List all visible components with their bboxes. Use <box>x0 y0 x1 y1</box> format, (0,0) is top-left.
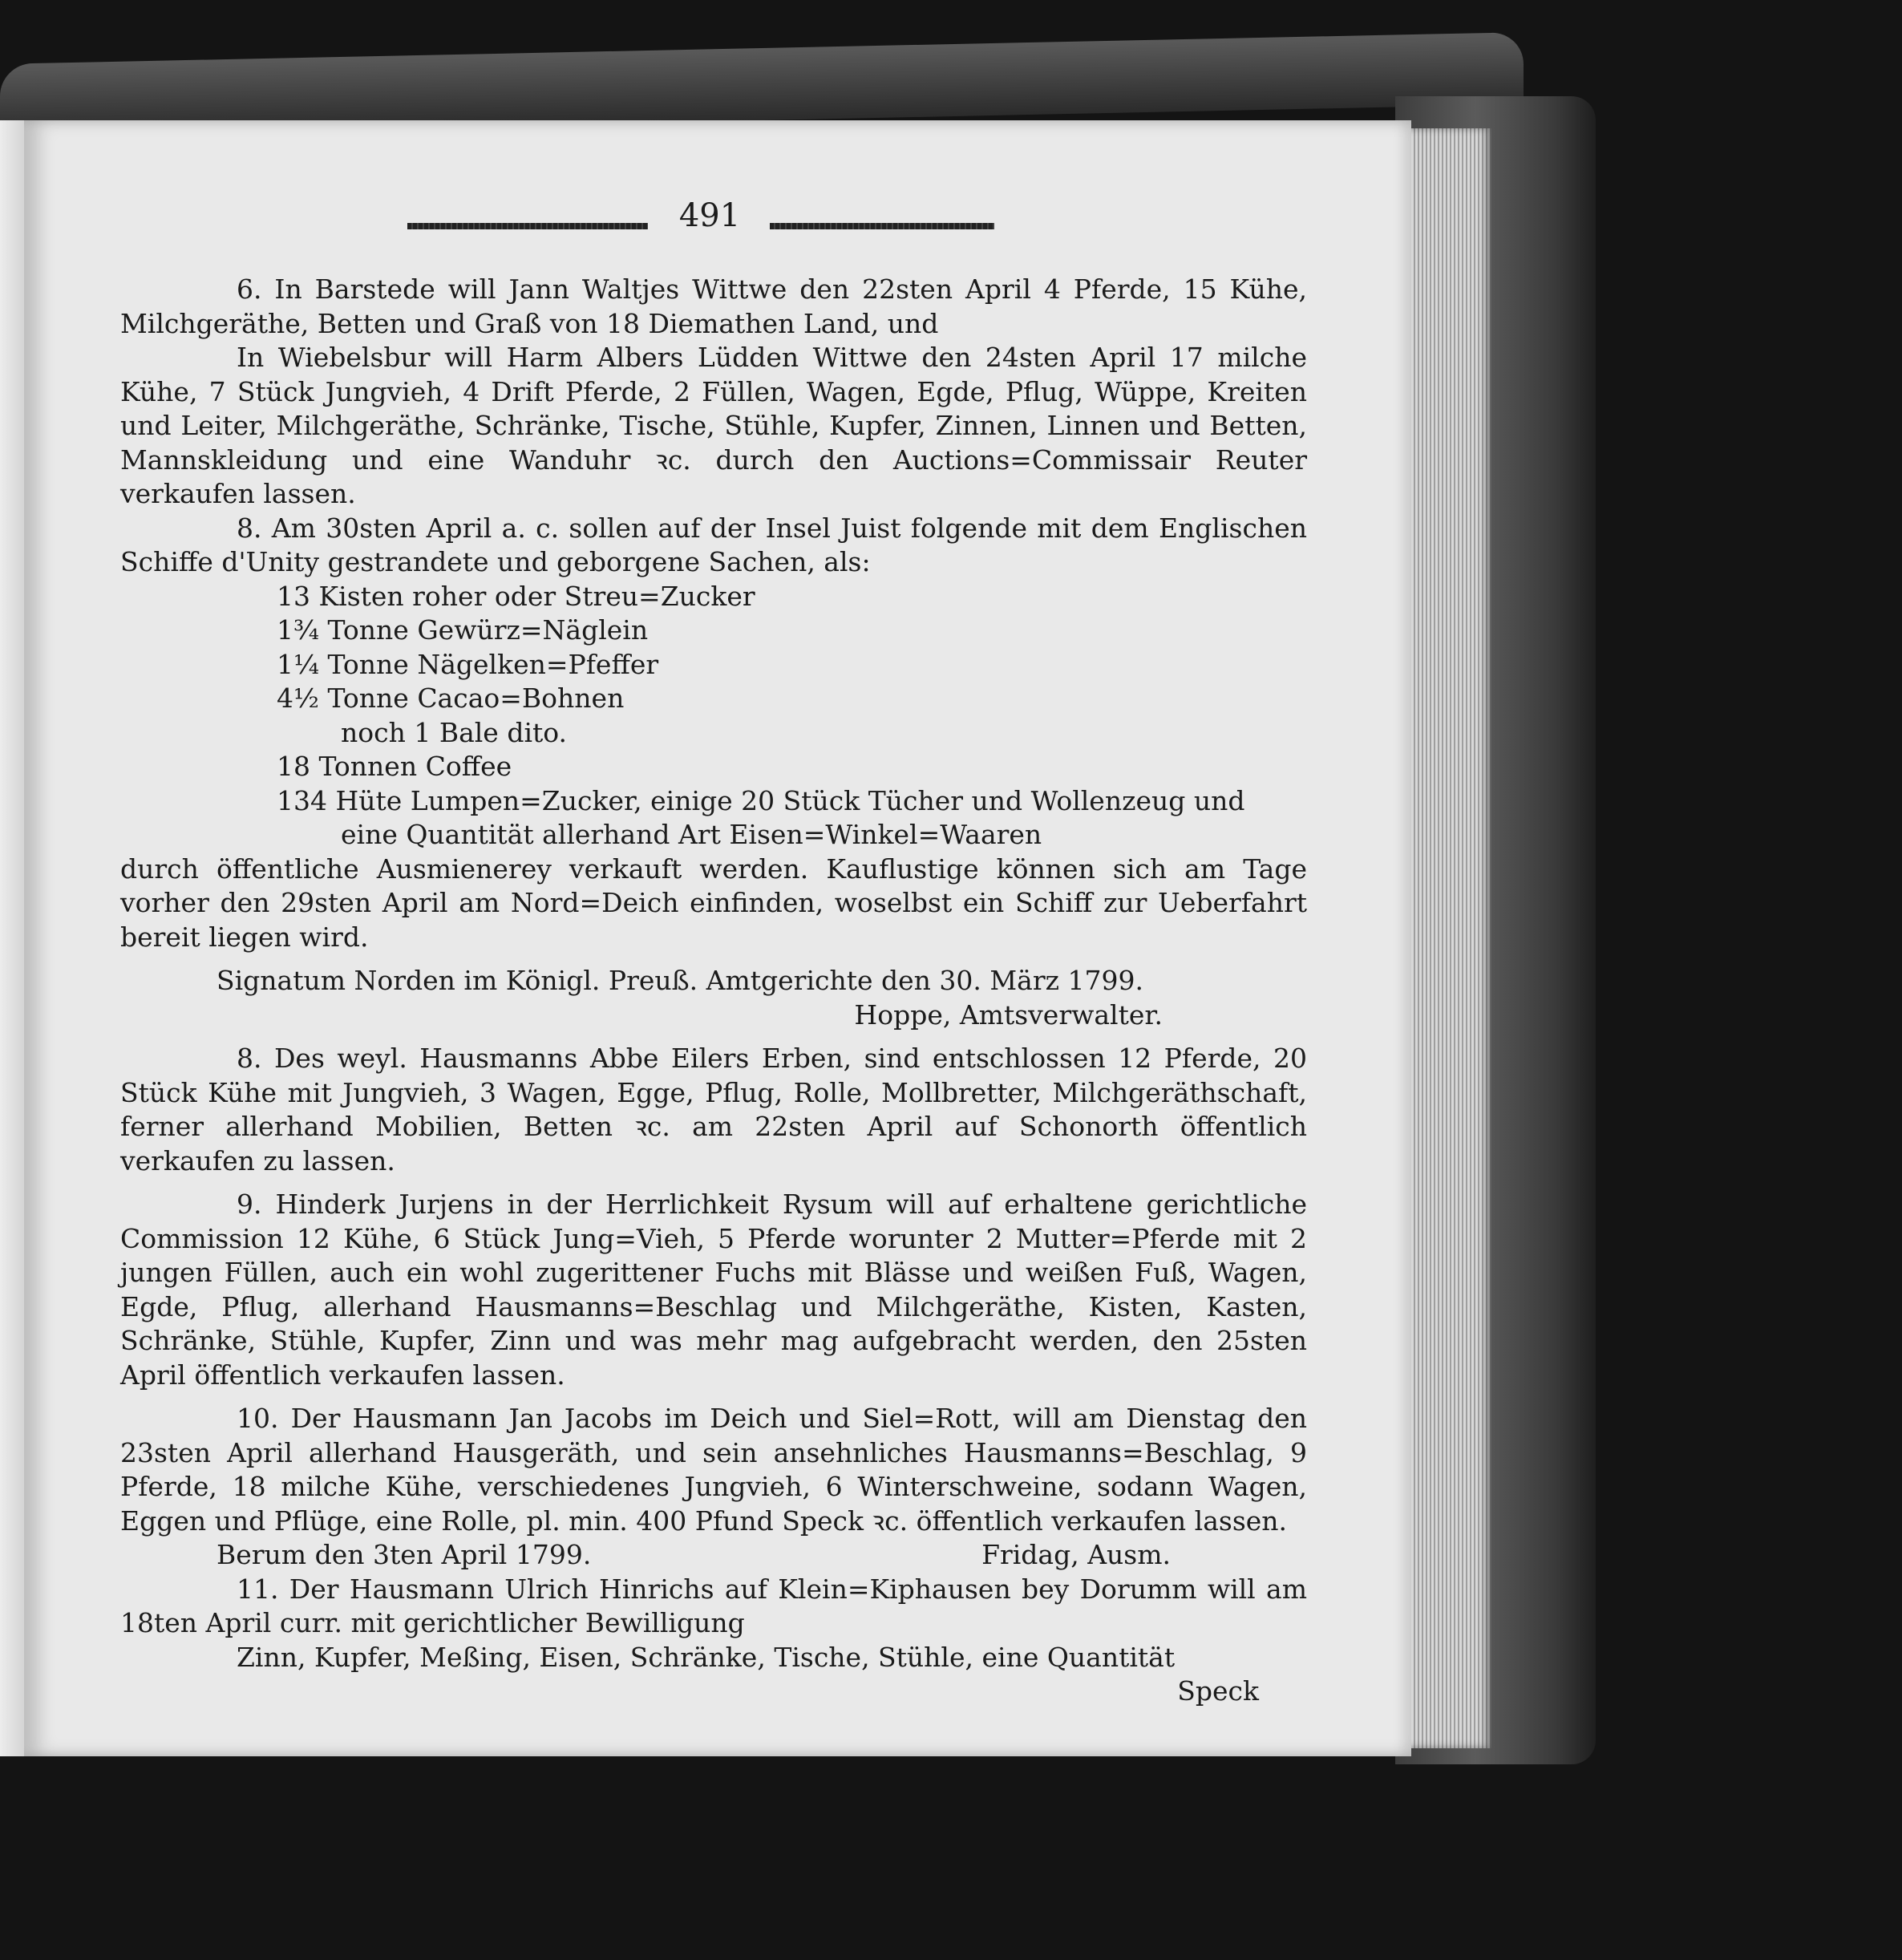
paragraph-8: 8. Am 30sten April a. c. sollen auf der Insel Juist folgende mit dem Englischen Schiffe d'Unity gestrandete und geborgene Sachen, als: <box>120 512 1307 577</box>
page-number: 491 <box>678 197 741 234</box>
header-rule-right <box>770 223 994 229</box>
goods-item: 13 Kisten roher oder Streu=Zucker <box>277 580 755 612</box>
goods-item: noch 1 Bale dito. <box>341 716 568 748</box>
goods-item: 4½ Tonne Cacao=Bohnen <box>277 682 625 714</box>
page-edges <box>1403 128 1491 1748</box>
goods-item: 18 Tonnen Coffee <box>277 751 512 782</box>
signature-line: Signatum Norden im Königl. Preuß. Amtgerichte den 30. März 1799. <box>217 965 1143 996</box>
paragraph-6: 6. In Barstede will Jann Waltjes Wittwe den 22sten April 4 Pferde, 15 Kühe, Milchgeräthe, Betten und Graß von 18 Diemathen Land, und <box>120 273 1307 339</box>
goods-item: 1¼ Tonne Nägelken=Pfeffer <box>277 648 659 680</box>
goods-list <box>277 580 1307 852</box>
paragraph-9: 9. Hinderk Jurjens in der Herrlichkeit Rysum will auf erhaltene gerichtliche Commission 12 Kühe, 6 Stück Jung=Vieh, 5 Pferde worunter 2 Mutter=Pferde mit 2 jungen Füllen, auch ein wohl zugerittener Fuchs mit Blässe und weißen Fuß, Wagen, Egde, Pflug, allerhand Hausmanns=Beschlag und Milchgeräthe, Kisten, Kasten, Schränke, Stühle, Kupfer, Zinn und was mehr mag aufgebracht werden, den 25sten April öffentlich verkaufen lassen. <box>120 1189 1307 1391</box>
date-line <box>120 1538 1307 1573</box>
date-line-text: Berum den 3ten April 1799. <box>217 1539 592 1570</box>
page-text <box>120 273 1307 1709</box>
signer: Hoppe, Amtsverwalter. <box>854 998 1163 1031</box>
goods-item: 1¾ Tonne Gewürz=Näglein <box>277 614 649 646</box>
page-header <box>24 197 1411 245</box>
paragraph-8b: 8. Des weyl. Hausmanns Abbe Eilers Erben, sind entschlossen 12 Pferde, 20 Stück Kühe mit Jungvieh, 3 Wagen, Egge, Pflug, Rolle, Mollbretter, Milchgeräthschaft, ferner allerhand Mobilien, Betten ꝛc. am 22sten April auf Schonorth öffentlich verkaufen zu lassen. <box>120 1043 1307 1176</box>
goods-item: eine Quantität allerhand Art Eisen=Winkel=Waaren <box>341 819 1042 850</box>
book-page <box>24 120 1411 1756</box>
goods-item: 134 Hüte Lumpen=Zucker, einige 20 Stück Tücher und Wollenzeug und <box>277 784 1245 816</box>
catchword: Speck <box>1177 1675 1259 1707</box>
paragraph-10: 10. Der Hausmann Jan Jacobs im Deich und Siel=Rott, will am Dienstag den 23sten April allerhand Hausgeräth, und sein ansehnliches Hausmanns=Beschlag, 9 Pferde, 18 milche Kühe, verschiedenes Jungvieh, 6 Winterschweine, sodann Wagen, Eggen und Pflüge, eine Rolle, pl. min. 400 Pfund Speck ꝛc. öffentlich verkaufen lassen. <box>120 1403 1307 1537</box>
paragraph-8-continuation: durch öffentliche Ausmienerey verkauft werden. Kauflustige können sich am Tage vorher den 29sten April am Nord=Deich einfinden, woselbst ein Schiff zur Ueberfahrt bereit liegen wird. <box>120 852 1307 953</box>
date-line-signer: Fridag, Ausm. <box>981 1539 1171 1570</box>
paragraph-11-items: Zinn, Kupfer, Meßing, Eisen, Schränke, Tische, Stühle, eine Quantität <box>237 1641 1176 1673</box>
paragraph-11: 11. Der Hausmann Ulrich Hinrichs auf Klein=Kiphausen bey Dorumm will am 18ten April curr. mit gerichtlicher Bewilligung <box>120 1573 1307 1638</box>
header-rule-left <box>407 223 648 229</box>
paragraph-6b: In Wiebelsbur will Harm Albers Lüdden Wittwe den 24sten April 17 milche Kühe, 7 Stück Jungvieh, 4 Drift Pferde, 2 Füllen, Wagen, Egde, Pflug, Wüppe, Kreiten und Leiter, Milchgeräthe, Schränke, Tische, Stühle, Kupfer, Zinnen, Linnen und Betten, Mannskleidung und eine Wanduhr ꝛc. durch den Auctions=Commissair Reuter verkaufen lassen. <box>120 342 1307 509</box>
